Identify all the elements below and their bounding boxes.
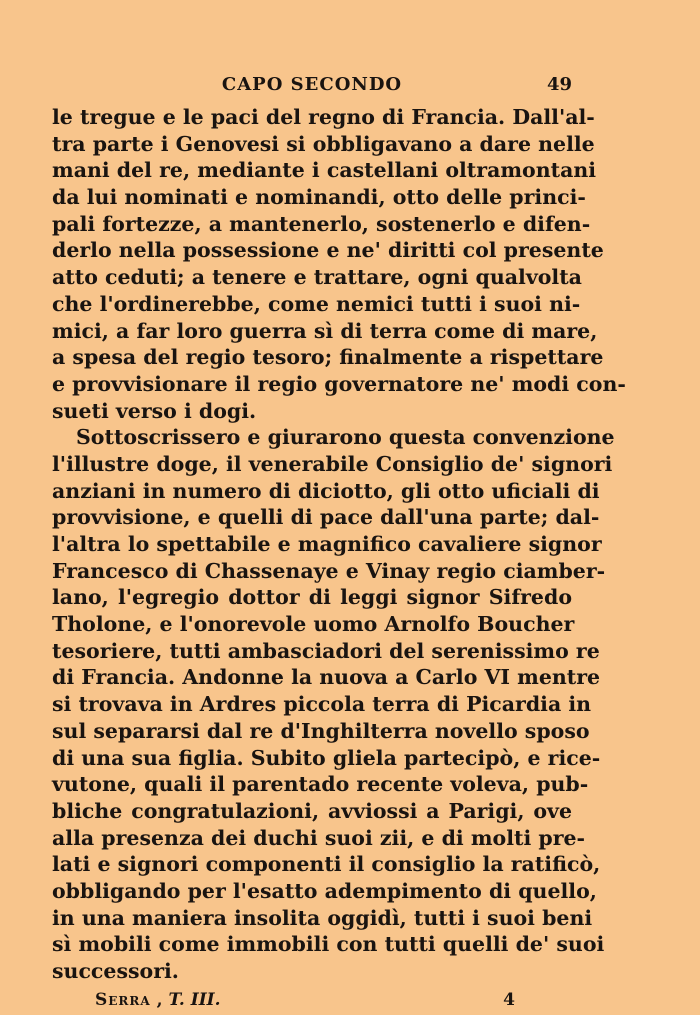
- page-number: 49: [546, 74, 572, 95]
- text-line: si trovava in Ardres piccola terra di Picardia in: [52, 692, 592, 717]
- signature-number: 4: [503, 990, 515, 1010]
- text-line: anziani in numero di diciotto, gli otto uficiali di: [52, 478, 600, 503]
- text-line: le tregue e le paci del regno di Francia. Dall'al-: [52, 105, 595, 129]
- signature-separator: ,: [156, 990, 169, 1010]
- text-line: successori.: [52, 959, 179, 983]
- text-line: sì mobili come immobili con tutti quelli de' suoi: [52, 932, 605, 957]
- text-line: alla presenza dei duchi suoi zii, e di molti pre-: [52, 825, 586, 850]
- text-line: tesoriere, tutti ambasciadori del serenissimo re: [52, 638, 600, 663]
- text-line: lati e signori componenti il consiglio la ratificò,: [52, 852, 601, 877]
- text-line: mici, a far loro guerra sì di terra come di mare,: [52, 318, 598, 343]
- text-line: provvisione, e quelli di pace dall'una parte; dal-: [52, 505, 600, 530]
- text-line: l'altra lo spettabile e magnifico cavaliere signor: [52, 532, 602, 556]
- text-line: lano, l'egregio dottor di leggi signor Sifredo: [52, 585, 572, 610]
- text-line: Francesco di Chassenaye e Vinay regio ciamber-: [52, 558, 606, 583]
- body-text: [52, 104, 626, 985]
- text-line: Sottoscrissero e giurarono questa convenzione: [76, 425, 615, 450]
- signature-author: Serra: [95, 990, 151, 1010]
- running-title: CAPO SECONDO: [221, 74, 403, 95]
- paragraph-1: [52, 104, 626, 424]
- text-line: a spesa del regio tesoro; finalmente a rispettare: [52, 345, 604, 370]
- text-line: derlo nella possessione e ne' diritti col presente: [52, 238, 604, 263]
- text-line: sul separarsi dal re d'Inghilterra novello sposo: [52, 718, 590, 743]
- text-line: obbligando per l'esatto adempimento di quello,: [52, 878, 597, 903]
- text-line: atto ceduti; a tenere e trattare, ogni qualvolta: [52, 265, 582, 290]
- text-line: mani del re, mediante i castellani oltramontani: [52, 158, 597, 183]
- paragraph-2: [52, 424, 615, 984]
- printer-signature: [95, 990, 221, 1010]
- text-line: l'illustre doge, il venerabile Consiglio de' signori: [52, 451, 613, 476]
- page-header: [52, 74, 572, 100]
- text-line: Tholone, e l'onorevole uomo Arnolfo Boucher: [52, 612, 575, 637]
- text-line: tra parte i Genovesi si obbligavano a dare nelle: [52, 131, 595, 156]
- page-footer: [95, 990, 515, 1012]
- signature-volume: T. III.: [168, 990, 221, 1010]
- text-line: bliche congratulazioni, avviossi a Parigi, ove: [52, 798, 572, 823]
- text-line: vutone, quali il parentado recente voleva, pub-: [52, 772, 589, 797]
- text-line: sueti verso i dogi.: [52, 398, 257, 423]
- text-line: di una sua figlia. Subito gliela partecipò, e rice-: [52, 745, 601, 770]
- text-line: di Francia. Andonne la nuova a Carlo VI mentre: [52, 665, 601, 690]
- text-line: pali fortezze, a mantenerlo, sostenerlo e difen-: [52, 211, 591, 236]
- text-line: da lui nominati e nominandi, otto delle princi-: [52, 185, 586, 210]
- text-line: in una maniera insolita oggidì, tutti i suoi beni: [52, 905, 593, 930]
- text-line: e provvisionare il regio governatore ne' modi con-: [52, 371, 626, 396]
- text-line: che l'ordinerebbe, come nemici tutti i suoi ni-: [52, 291, 581, 316]
